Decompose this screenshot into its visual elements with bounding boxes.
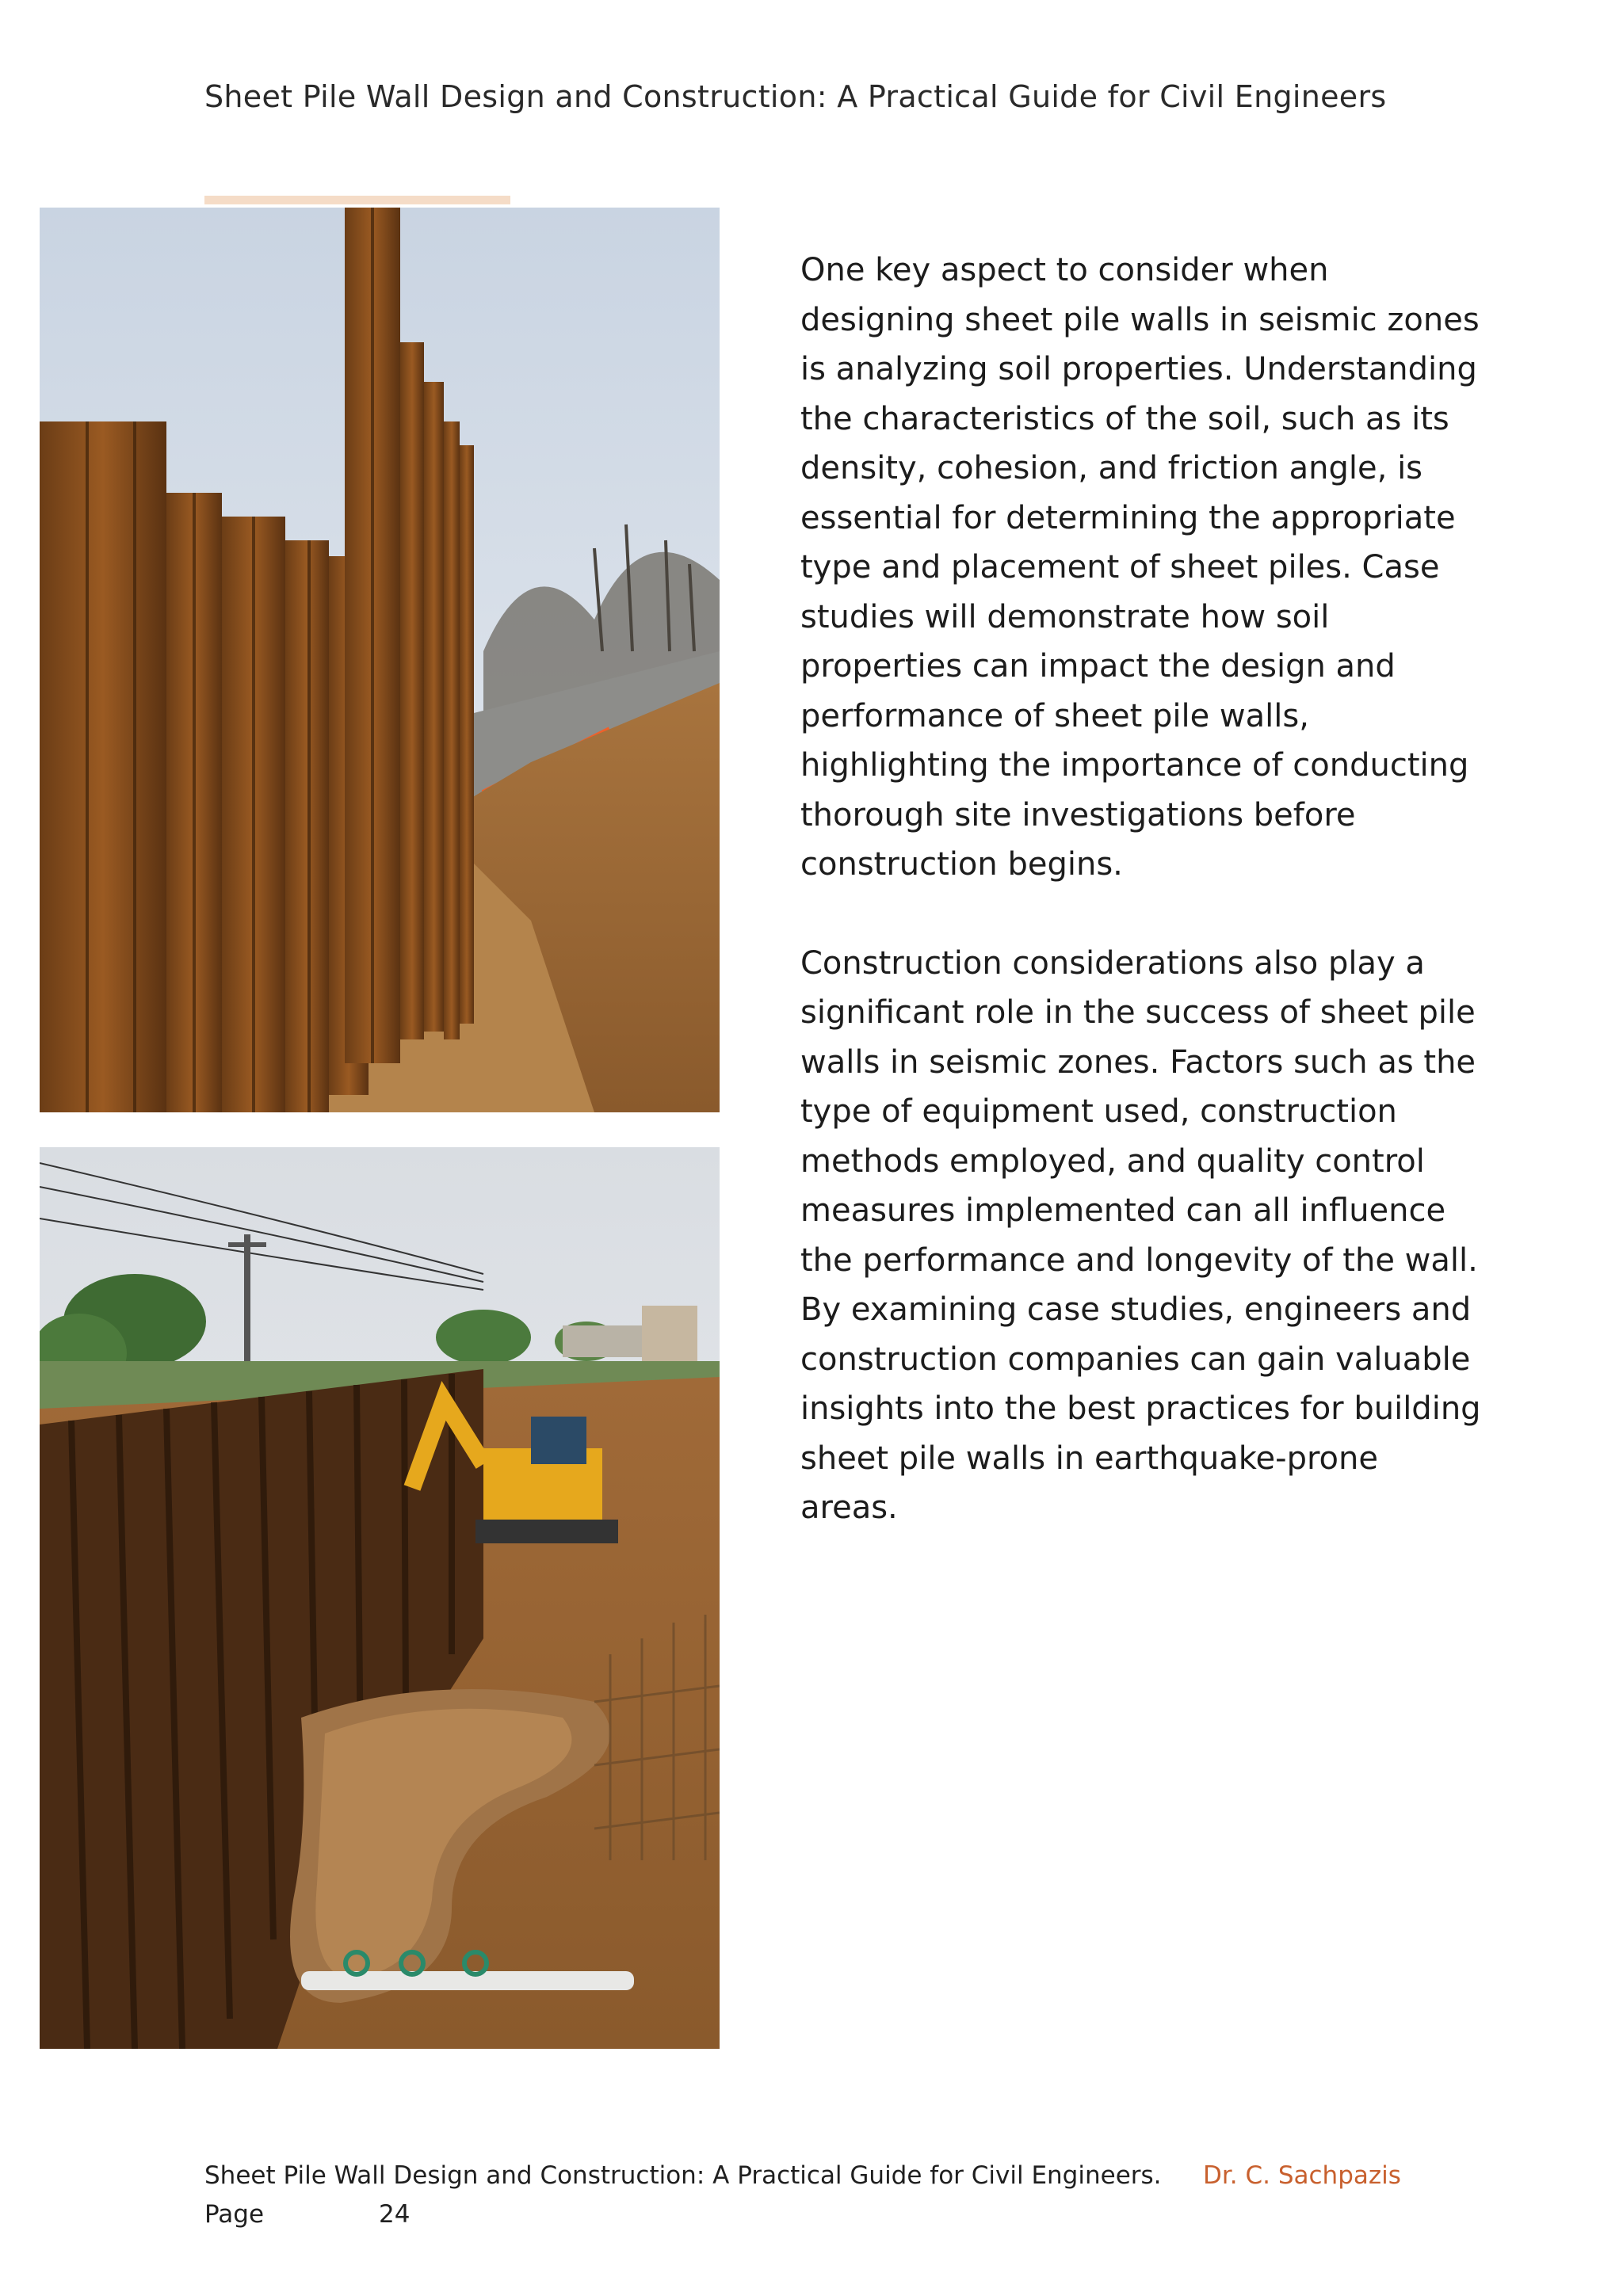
footer-page-label: Page <box>204 2200 265 2229</box>
footer-page-number: 24 <box>379 2200 411 2229</box>
photo-sheet-pile-excavation-site <box>40 1147 720 2049</box>
accent-bar <box>204 196 510 204</box>
body-paragraph-1: One key aspect to consider when designing sheet pile walls in seismic zones is analyzing soil properties. Understanding the characteristics of the soil, such as its density, cohesion, and friction angle, is essential for determining the appropriate type and placement of sheet piles. Case studies will demonstrate how soil properties can impact the design and performance of sheet pile walls, highlighting the importance of conducting thorough site investigations before construction begins. <box>800 252 1480 883</box>
photo-sheet-pile-wall-trench <box>40 208 720 1112</box>
page-header-title: Sheet Pile Wall Design and Construction: A Practical Guide for Civil Engineers <box>204 79 1387 114</box>
body-paragraph-2: Construction considerations also play a significant role in the success of sheet pile walls in seismic zones. Factors such as the type of equipment used, construction methods employed, and quality control measures implemented can all influence the performance and longevity of the wall. By examining case studies, engineers and construction companies can gain valuable insights into the best practices for building sheet pile walls in earthquake-prone areas. <box>800 944 1481 1526</box>
body-text <box>800 246 1482 1582</box>
footer-book-title: Sheet Pile Wall Design and Construction: A Practical Guide for Civil Engineers. <box>204 2161 1162 2190</box>
footer-author: Dr. C. Sachpazis <box>1203 2161 1401 2190</box>
